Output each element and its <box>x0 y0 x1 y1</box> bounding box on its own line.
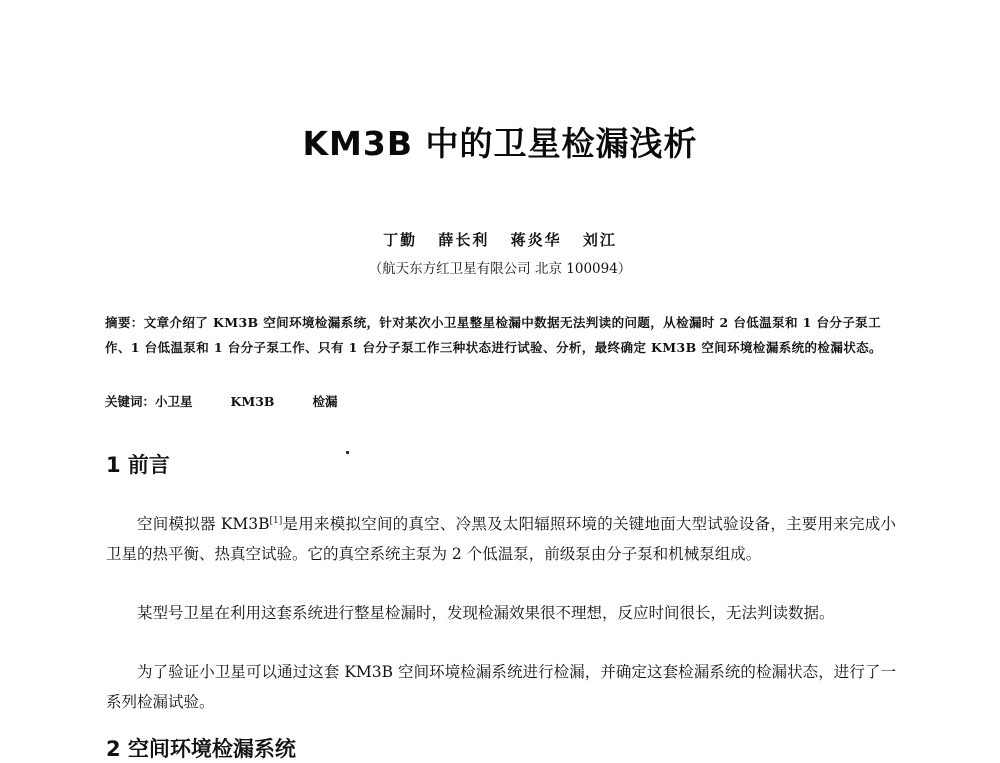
keyword-item: 小卫星 <box>155 394 193 409</box>
paper-title: KM3B 中的卫星检漏浅析 <box>302 124 698 163</box>
scan-speck <box>346 451 349 454</box>
keywords <box>105 392 376 410</box>
section-heading-2: 2 空间环境检漏系统 <box>106 737 296 761</box>
abstract <box>105 310 895 360</box>
paragraph-1-text-a: 空间模拟器 KM3B <box>137 515 270 533</box>
author-list: 丁勤 薛长利 蒋炎华 刘江 <box>383 231 617 249</box>
paragraph-3: 为了验证小卫星可以通过这套 KM3B 空间环境检漏系统进行检漏，并确定这套检漏系统的检漏状态，进行了一系列检漏试验。 <box>106 663 896 711</box>
paragraph-2: 某型号卫星在利用这套系统进行整星检漏时，发现检漏效果很不理想，反应时间很长，无法判读数据。 <box>137 604 835 622</box>
paragraph-1-text-b: 是用来模拟空间的真空、冷黑及太阳辐照环境的关键地面大型试验设备，主要用来完成小卫星的热平衡、热真空试验。它的真空系统主泵为 2 个低温泵，前级泵由分子泵和机械泵组成。 <box>106 515 896 563</box>
paragraph-1 <box>106 509 896 569</box>
abstract-text: 文章介绍了 KM3B 空间环境检漏系统，针对某次小卫星整星检漏中数据无法判读的问题，从检漏时 2 台低温泵和 1 台分子泵工作、1 台低温泵和 1 台分子泵工作、只有 1 台分子泵工作三种状态进行试验、分析，最终确定 KM3B 空间环境检漏系统的检漏状态。 <box>105 315 882 355</box>
keywords-label: 关键词： <box>105 394 156 409</box>
reference-marker[interactable]: [1] <box>269 515 283 526</box>
section-heading-1: 1 前言 <box>106 453 170 477</box>
keyword-item: KM3B <box>230 394 275 409</box>
affiliation: （航天东方红卫星有限公司 北京 100094） <box>368 261 632 277</box>
keyword-item: 检漏 <box>312 394 338 409</box>
abstract-label: 摘要： <box>105 315 144 330</box>
